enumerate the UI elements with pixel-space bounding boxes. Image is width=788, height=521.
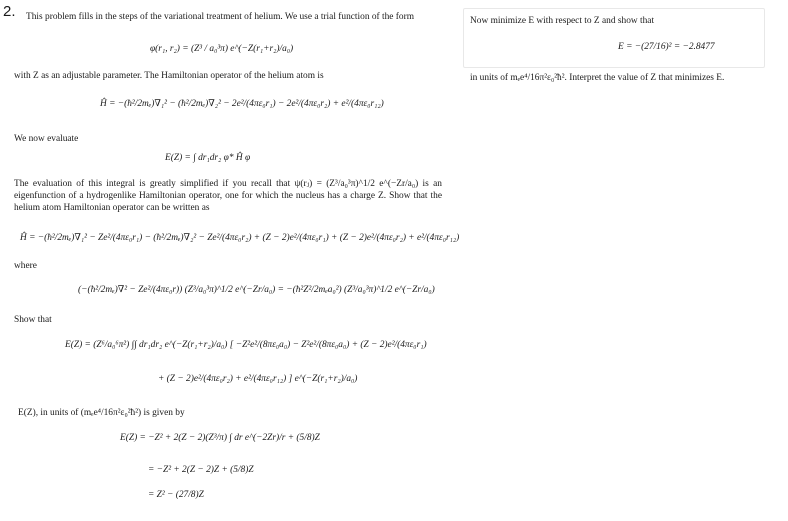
show-that-label: Show that (14, 315, 52, 325)
minimum-energy-equation: E = −(27/16)² = −2.8477 (618, 42, 715, 52)
energy-units-line1: E(Z) = −Z² + 2(Z − 2)(Z³/π) ∫ dr e^(−2Zr)/r + (5/8)Z (120, 433, 320, 443)
with-z-paragraph: with Z as an adjustable parameter. The Hamiltonian operator of the helium atom is (14, 71, 324, 81)
energy-expression-line2: + (Z − 2)e²/(4πε₀r₂) + e²/(4πε₀r₁₂) ] e^(−Z(r₁+r₂)/a₀) (158, 374, 358, 384)
hamiltonian-equation: Ĥ = −(ħ²/2mₑ)∇₁² − (ħ²/2mₑ)∇₂² − 2e²/(4πε₀r₁) − 2e²/(4πε₀r₂) + e²/(4πε₀r₁₂) (100, 99, 384, 109)
interpret-paragraph: in units of mₑe⁴/16π²ε₀²ħ². Interpret the value of Z that minimizes E. (470, 73, 725, 83)
problem-number: 2. (3, 3, 16, 20)
where-label: where (14, 261, 37, 271)
rewritten-hamiltonian-equation: Ĥ = −(ħ²/2mₑ)∇₁² − Ze²/(4πε₀r₁) − (ħ²/2mₑ)∇₂² − Ze²/(4πε₀r₂) + (Z − 2)e²/(4πε₀r₁) + (Z − 2)e²/(4πε₀r₂) + e²/(4πε₀r₁₂) (20, 233, 460, 243)
we-now-evaluate: We now evaluate (14, 134, 79, 144)
evaluation-paragraph: The evaluation of this integral is greatly simplified if you recall that ψ(rⱼ) = (Z³/a₀³π)^1/2 e^(−Zr/a₀) is an eigenfunction of a hydrogenlike Hamiltonian operator, one for which the nucleus has a charge Z. Show that the helium atom Hamiltonian operator can be written as (14, 179, 442, 213)
energy-integral-equation: E(Z) = ∫ dr₁dr₂ φ* Ĥ φ (165, 153, 251, 163)
minimize-paragraph: Now minimize E with respect to Z and show that (470, 16, 655, 26)
intro-paragraph: This problem fills in the steps of the variational treatment of helium. We use a trial function of the form (26, 12, 415, 22)
units-paragraph: E(Z), in units of (mₑe⁴/16π²ε₀²ħ²) is given by (18, 408, 185, 418)
trial-function-equation: φ(r₁, r₂) = (Z³ / a₀³π) e^(−Z(r₁+r₂)/a₀) (150, 44, 294, 54)
energy-units-line3: = Z² − (27/8)Z (148, 490, 204, 500)
energy-expression-line1: E(Z) = (Z⁶/a₀⁶π²) ∫∫ dr₁dr₂ e^(−Z(r₁+r₂)/a₀) [ −Z²e²/(8πε₀a₀) − Z²e²/(8πε₀a₀) + (Z − 2)e²/(4πε₀r₁) (65, 340, 427, 350)
eigenfunction-equation: (−(ħ²/2mₑ)∇² − Ze²/(4πε₀r)) (Z³/a₀³π)^1/2 e^(−Zr/a₀) = −(ħ²Z²/2mₑa₀²) (Z³/a₀³π)^1/2 e^(−Zr/a₀) (78, 285, 435, 295)
energy-units-line2: = −Z² + 2(Z − 2)Z + (5/8)Z (148, 465, 254, 475)
